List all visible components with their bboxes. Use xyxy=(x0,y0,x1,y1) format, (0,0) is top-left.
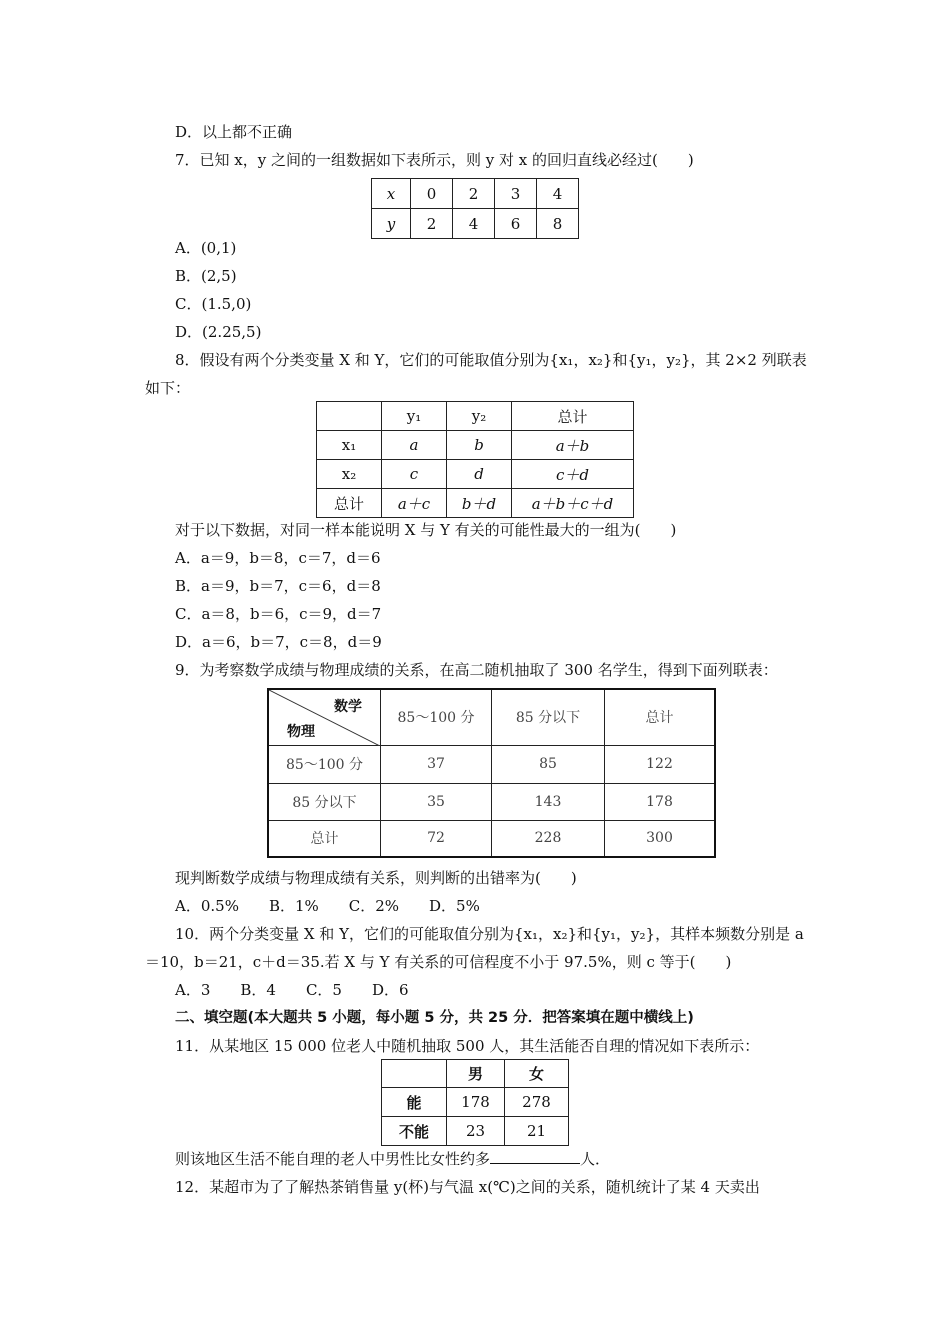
q10-line1: 10．两个分类变量 X 和 Y，它们的可能取值分别为{x₁，x₂}和{y₁，y₂}，其样本频数分别是 a xyxy=(175,925,804,943)
table-cell: y₂ xyxy=(447,402,512,431)
q9-corner-top: 数学 xyxy=(334,699,362,715)
q10-options: A．3 B．4 C．5 D．6 xyxy=(175,981,409,999)
q11-question-before: 则该地区生活不能自理的老人中男性比女性约多 xyxy=(175,1150,491,1168)
q8-option-a: A．a＝9，b＝8，c＝7，d＝6 xyxy=(175,549,381,567)
table-cell: 女 xyxy=(505,1060,569,1088)
q11-question xyxy=(175,1149,610,1169)
table-cell: 男 xyxy=(447,1060,505,1088)
table-cell: 37 xyxy=(381,745,492,783)
q7-option-d: D．(2.25,5) xyxy=(175,323,262,341)
q8-stem-line1: 8．假设有两个分类变量 X 和 Y，它们的可能取值分别为{x₁，x₂}和{y₁，y₂}，其 2×2 列联表 xyxy=(175,351,807,369)
table-cell: 178 xyxy=(447,1088,505,1117)
table-cell: a＋c xyxy=(382,489,447,518)
table-cell: 2 xyxy=(453,179,495,209)
q7-y-label: y xyxy=(372,209,411,239)
table-cell: a xyxy=(382,431,447,460)
q11-stem: 11．从某地区 15 000 位老人中随机抽取 500 人，其生活能否自理的情况如下表所示： xyxy=(175,1037,760,1055)
table-cell: 278 xyxy=(505,1088,569,1117)
q7-stem: 7．已知 x，y 之间的一组数据如下表所示，则 y 对 x 的回归直线必经过( ) xyxy=(175,151,694,169)
table-cell: 总计 xyxy=(317,489,382,518)
q7-option-b: B．(2,5) xyxy=(175,267,237,285)
table-cell: a＋b＋c＋d xyxy=(512,489,634,518)
answer-blank[interactable] xyxy=(490,1149,580,1164)
table-cell: 总计 xyxy=(268,820,381,857)
table-cell: 总计 xyxy=(605,689,716,745)
q11-table xyxy=(381,1059,569,1146)
diagonal-line xyxy=(269,690,380,746)
table-cell: 85 xyxy=(492,745,605,783)
table-cell: 85 分以下 xyxy=(268,783,381,820)
q9-corner-bottom: 物理 xyxy=(287,723,315,740)
q7-option-a: A．(0,1) xyxy=(175,239,237,257)
table-cell: 2 xyxy=(411,209,453,239)
table-cell: 6 xyxy=(495,209,537,239)
q9-stem: 9．为考察数学成绩与物理成绩的关系，在高二随机抽取了 300 名学生，得到下面列联表： xyxy=(175,661,778,679)
table-cell: 4 xyxy=(537,179,579,209)
table-cell: 0 xyxy=(411,179,453,209)
table-cell: 228 xyxy=(492,820,605,857)
q12-stem: 12．某超市为了了解热茶销售量 y(杯)与气温 x(℃)之间的关系，随机统计了某 4 天卖出 xyxy=(175,1178,760,1196)
q8-question: 对于以下数据，对同一样本能说明 X 与 Y 有关的可能性最大的一组为( ) xyxy=(175,521,677,539)
table-cell: d xyxy=(447,460,512,489)
q9-options: A．0.5% B．1% C．2% D．5% xyxy=(175,897,480,915)
q8-option-c: C．a＝8，b＝6，c＝9，d＝7 xyxy=(175,605,382,623)
table-cell: 23 xyxy=(447,1117,505,1146)
table-cell: 不能 xyxy=(382,1117,447,1146)
q7-option-c: C．(1.5,0) xyxy=(175,295,252,313)
table-cell: 72 xyxy=(381,820,492,857)
q8-option-d: D．a＝6，b＝7，c＝8，d＝9 xyxy=(175,633,382,651)
table-cell: 122 xyxy=(605,745,716,783)
table-cell: 3 xyxy=(495,179,537,209)
q9-corner-cell xyxy=(268,689,381,745)
q10-line2: ＝10，b＝21，c＋d＝35.若 X 与 Y 有关系的可信程度不小于 97.5%，则 c 等于( ) xyxy=(145,953,732,971)
table-cell: 21 xyxy=(505,1117,569,1146)
table-cell: 85～100 分 xyxy=(381,689,492,745)
table-cell: x₁ xyxy=(317,431,382,460)
table-cell: 总计 xyxy=(512,402,634,431)
q9-table xyxy=(267,688,716,858)
q9-question: 现判断数学成绩与物理成绩有关系，则判断的出错率为( ) xyxy=(175,869,577,887)
table-cell: y₁ xyxy=(382,402,447,431)
q7-x-label: x xyxy=(372,179,411,209)
table-cell: b＋d xyxy=(447,489,512,518)
q7-table xyxy=(371,178,579,239)
table-cell: x₂ xyxy=(317,460,382,489)
table-cell: 300 xyxy=(605,820,716,857)
q8-option-b: B．a＝9，b＝7，c＝6，d＝8 xyxy=(175,577,381,595)
q8-table xyxy=(316,401,634,518)
table-cell: a＋b xyxy=(512,431,634,460)
table-cell: c xyxy=(382,460,447,489)
q11-question-after: 人． xyxy=(580,1150,611,1168)
table-cell: 能 xyxy=(382,1088,447,1117)
q8-stem-line2: 如下： xyxy=(145,379,191,397)
table-cell: 85～100 分 xyxy=(268,745,381,783)
table-cell: 8 xyxy=(537,209,579,239)
table-cell: 143 xyxy=(492,783,605,820)
table-cell: 85 分以下 xyxy=(492,689,605,745)
q6-option-d: D．以上都不正确 xyxy=(175,123,293,141)
table-cell xyxy=(382,1060,447,1088)
table-cell: c＋d xyxy=(512,460,634,489)
section-2-heading: 二、填空题(本大题共 5 小题，每小题 5 分，共 25 分．把答案填在题中横线上) xyxy=(175,1010,694,1026)
table-cell: 4 xyxy=(453,209,495,239)
table-cell xyxy=(317,402,382,431)
table-cell: 35 xyxy=(381,783,492,820)
table-cell: b xyxy=(447,431,512,460)
table-cell: 178 xyxy=(605,783,716,820)
